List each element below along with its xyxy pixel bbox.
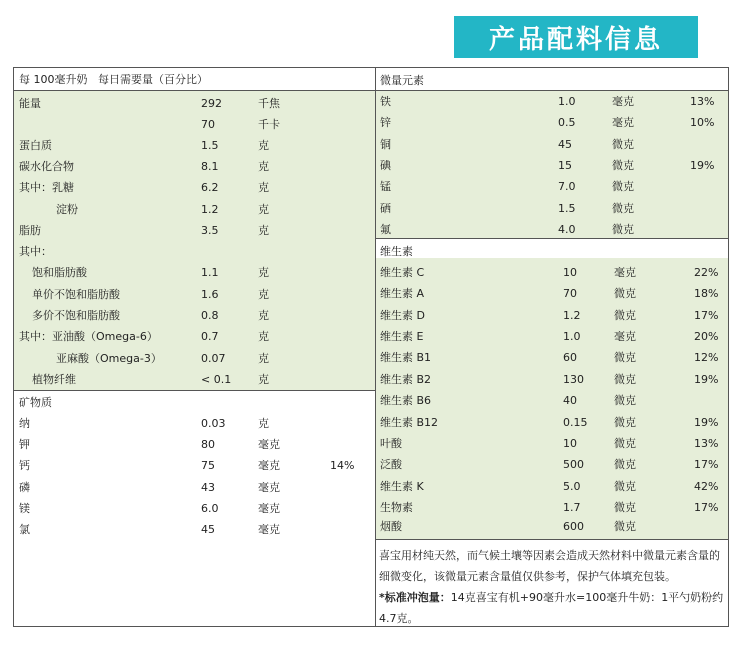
row-unit: 克 <box>258 266 269 279</box>
row-percent: 13% <box>690 95 715 108</box>
row-unit: 微克 <box>612 159 634 172</box>
row-value: 1.2 <box>563 309 581 322</box>
row-name: 能量 <box>19 97 41 110</box>
row-value: 1.7 <box>563 501 581 514</box>
row-unit: 微克 <box>614 309 636 322</box>
row-value: 1.6 <box>201 288 219 301</box>
row-unit: 毫克 <box>612 116 634 129</box>
row-unit: 微克 <box>612 138 634 151</box>
row-percent: 13% <box>694 437 719 450</box>
row-name: 维生素 D <box>380 309 425 322</box>
daily-need-header: 每日需要量（百分比） <box>98 73 208 86</box>
per-amount: 100 <box>33 73 55 86</box>
row-value: 130 <box>563 373 584 386</box>
row-name: 其中：乳糖 <box>19 181 74 194</box>
row-value: 5.0 <box>563 480 581 493</box>
row-percent: 17% <box>694 309 719 322</box>
row-unit: 微克 <box>612 180 634 193</box>
row-percent: 12% <box>694 351 719 364</box>
column-divider <box>375 67 376 627</box>
row-unit: 克 <box>258 309 269 322</box>
row-name: 钾 <box>19 438 30 451</box>
row-value: 45 <box>201 523 215 536</box>
row-unit: 微克 <box>614 416 636 429</box>
page-title: 产品配料信息 <box>454 16 698 58</box>
row-name: 叶酸 <box>380 437 402 450</box>
row-unit: 毫克 <box>258 502 280 515</box>
row-unit: 克 <box>258 373 269 386</box>
row-name: 其中： <box>19 245 52 258</box>
row-unit: 毫克 <box>258 459 280 472</box>
row-name: 多价不饱和脂肪酸 <box>32 309 120 322</box>
row-unit: 克 <box>258 203 269 216</box>
row-unit: 微克 <box>614 394 636 407</box>
row-name: 烟酸 <box>380 520 402 533</box>
row-unit: 毫克 <box>614 330 636 343</box>
row-value: 80 <box>201 438 215 451</box>
row-name: 锰 <box>380 180 391 193</box>
row-percent: 42% <box>694 480 719 493</box>
row-unit: 毫克 <box>258 523 280 536</box>
divider-right-header <box>376 90 728 91</box>
prep-text: 14克喜宝有机+90毫升水=100毫升牛奶：1平勺奶粉约 4.7克。 <box>379 591 724 625</box>
row-unit: 克 <box>258 330 269 343</box>
row-unit: 千卡 <box>258 118 280 131</box>
row-value: 1.1 <box>201 266 219 279</box>
row-name: 纳 <box>19 417 30 430</box>
row-value: 60 <box>563 351 577 364</box>
row-value: 6.0 <box>201 502 219 515</box>
row-name: 单价不饱和脂肪酸 <box>32 288 120 301</box>
divider-vitamins <box>376 238 728 239</box>
row-value: 292 <box>201 97 222 110</box>
row-unit: 微克 <box>614 520 636 533</box>
row-name: 碳水化合物 <box>19 160 74 173</box>
row-name: 碘 <box>380 159 391 172</box>
row-value: 4.0 <box>558 223 576 236</box>
row-name: 亚麻酸（Omega-3） <box>56 352 162 365</box>
row-unit: 千焦 <box>258 97 280 110</box>
row-name: 维生素 B2 <box>380 373 432 386</box>
row-name: 磷 <box>19 481 30 494</box>
row-name: 维生素 B1 <box>380 351 432 364</box>
row-value: 1.5 <box>558 202 576 215</box>
row-name: 泛酸 <box>380 458 402 471</box>
row-name: 脂肪 <box>19 224 41 237</box>
row-percent: 22% <box>694 266 719 279</box>
row-name: 维生素 E <box>380 330 424 343</box>
row-name: 维生素 B6 <box>380 394 432 407</box>
row-value: 0.03 <box>201 417 226 430</box>
row-value: 0.07 <box>201 352 226 365</box>
minerals-title: 矿物质 <box>19 396 52 409</box>
row-unit: 克 <box>258 139 269 152</box>
row-value: 10 <box>563 266 577 279</box>
row-name: 镁 <box>19 502 30 515</box>
row-value: 6.2 <box>201 181 219 194</box>
row-value: 1.2 <box>201 203 219 216</box>
row-unit: 微克 <box>612 223 634 236</box>
row-unit: 微克 <box>614 480 636 493</box>
row-value: 70 <box>563 287 577 300</box>
row-percent: 19% <box>690 159 715 172</box>
per-unit: 毫升奶 <box>54 73 88 86</box>
row-percent: 18% <box>694 287 719 300</box>
row-value: 0.15 <box>563 416 588 429</box>
row-unit: 微克 <box>612 202 634 215</box>
row-name: 氯 <box>19 523 30 536</box>
row-value: 43 <box>201 481 215 494</box>
divider-note <box>376 539 728 540</box>
row-percent: 10% <box>690 116 715 129</box>
row-percent: 20% <box>694 330 719 343</box>
row-unit: 微克 <box>614 373 636 386</box>
row-unit: 微克 <box>614 437 636 450</box>
note-text: 喜宝用材纯天然，而气候土壤等因素会造成天然材料中微量元素含量的细微变化，该微量元素含量值仅供参考，保护气体填充包装。 <box>379 549 720 583</box>
row-value: 40 <box>563 394 577 407</box>
row-name: 生物素 <box>380 501 413 514</box>
row-name: 维生素 A <box>380 287 425 300</box>
row-value: 500 <box>563 458 584 471</box>
row-value: 7.0 <box>558 180 576 193</box>
row-value: 1.5 <box>201 139 219 152</box>
row-value: 10 <box>563 437 577 450</box>
divider-left-header <box>14 90 375 91</box>
row-name: 饱和脂肪酸 <box>32 266 87 279</box>
row-name: 维生素 B12 <box>380 416 439 429</box>
row-value: 70 <box>201 118 215 131</box>
row-unit: 微克 <box>614 351 636 364</box>
row-unit: 克 <box>258 224 269 237</box>
trace-elements-title: 微量元素 <box>380 74 424 87</box>
row-value: 45 <box>558 138 572 151</box>
row-unit: 毫克 <box>612 95 634 108</box>
row-unit: 毫克 <box>258 438 280 451</box>
row-unit: 微克 <box>614 501 636 514</box>
row-unit: 毫克 <box>614 266 636 279</box>
row-value: 8.1 <box>201 160 219 173</box>
row-name: 蛋白质 <box>19 139 52 152</box>
per-label: 每 <box>19 73 30 86</box>
row-value: 0.8 <box>201 309 219 322</box>
row-name: 氟 <box>380 223 391 236</box>
row-unit: 毫克 <box>258 481 280 494</box>
row-name: 硒 <box>380 202 391 215</box>
row-unit: 克 <box>258 352 269 365</box>
row-name: 维生素 K <box>380 480 424 493</box>
prep-label: *标准冲泡量： <box>379 591 451 604</box>
row-value: < 0.1 <box>201 373 232 386</box>
row-name: 维生素 C <box>380 266 425 279</box>
row-name: 淀粉 <box>56 203 78 216</box>
row-unit: 克 <box>258 181 269 194</box>
divider-minerals <box>14 390 375 391</box>
row-unit: 克 <box>258 288 269 301</box>
row-value: 0.7 <box>201 330 219 343</box>
row-name: 其中：亚油酸（Omega-6） <box>19 330 158 343</box>
vitamins-title: 维生素 <box>380 245 413 258</box>
row-percent: 19% <box>694 416 719 429</box>
per-100ml-header <box>19 73 208 87</box>
row-unit: 克 <box>258 160 269 173</box>
row-value: 15 <box>558 159 572 172</box>
row-name: 植物纤维 <box>32 373 76 386</box>
product-note <box>379 545 725 629</box>
row-name: 锌 <box>380 116 391 129</box>
row-name: 钙 <box>19 459 30 472</box>
row-value: 1.0 <box>558 95 576 108</box>
row-value: 0.5 <box>558 116 576 129</box>
row-unit: 微克 <box>614 287 636 300</box>
row-value: 1.0 <box>563 330 581 343</box>
row-percent: 17% <box>694 501 719 514</box>
row-percent: 19% <box>694 373 719 386</box>
row-unit: 微克 <box>614 458 636 471</box>
row-value: 3.5 <box>201 224 219 237</box>
row-percent: 14% <box>330 459 355 472</box>
row-unit: 克 <box>258 417 269 430</box>
row-value: 600 <box>563 520 584 533</box>
row-name: 铜 <box>380 138 391 151</box>
row-value: 75 <box>201 459 215 472</box>
row-name: 铁 <box>380 95 391 108</box>
row-percent: 17% <box>694 458 719 471</box>
